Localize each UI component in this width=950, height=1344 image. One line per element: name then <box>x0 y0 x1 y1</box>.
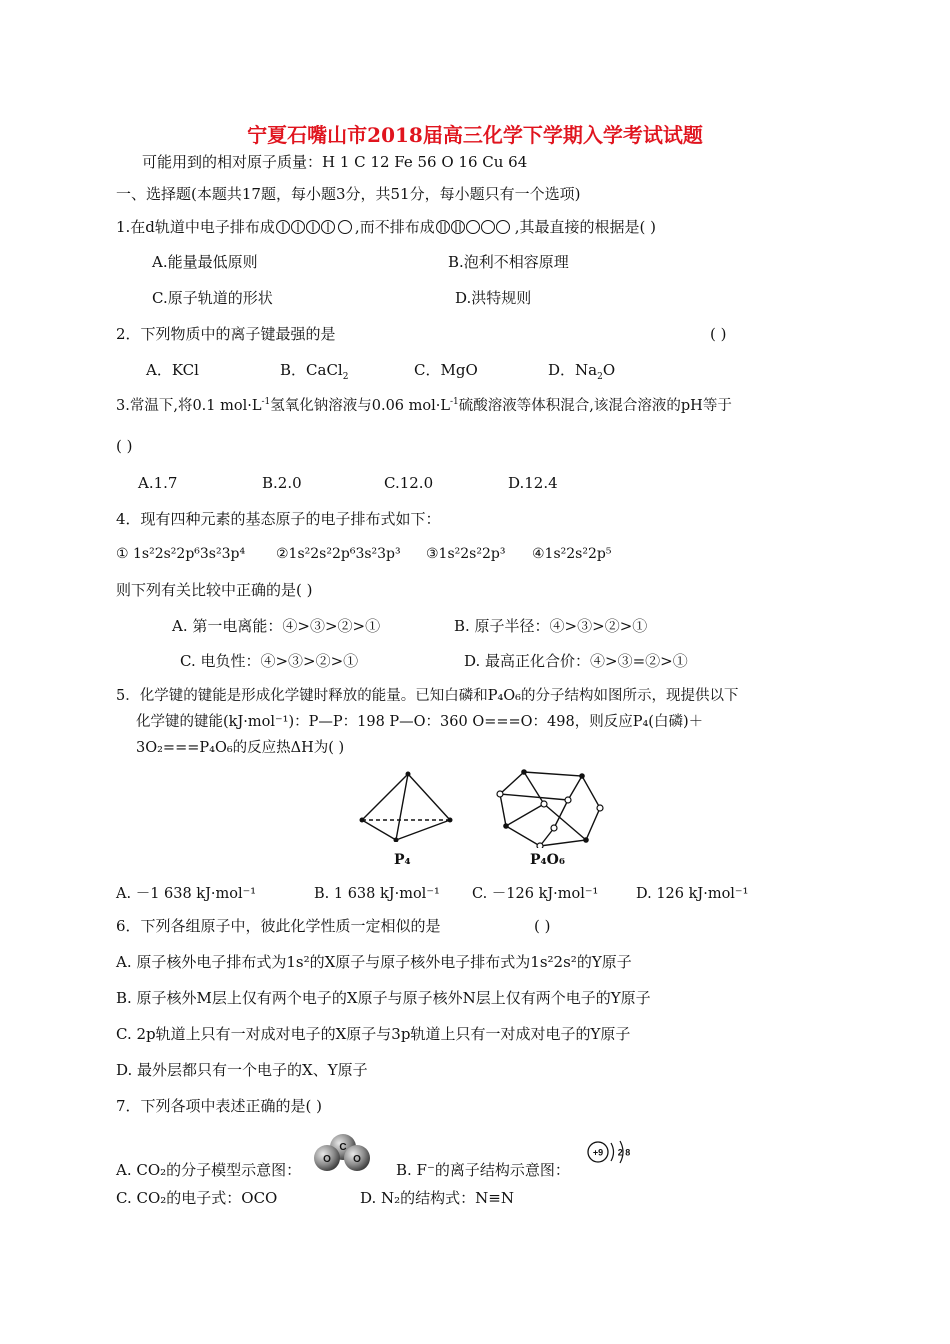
q6-option-c: C. 2p轨道上只有一对成对电子的X原子与3p轨道上只有一对成对电子的Y原子 <box>116 1025 631 1043</box>
q4-option-b: B. 原子半径：④>③>②>① <box>454 617 648 635</box>
q3-option-a: A.1.7 <box>138 474 178 492</box>
model-carbon-label: C <box>339 1142 347 1153</box>
q1-option-c: C.原子轨道的形状 <box>152 289 273 307</box>
q2-option-c: C．MgO <box>414 361 478 379</box>
co2-space-filling-model-icon <box>312 1132 374 1172</box>
q4-option-d: D. 最高正化合价：④>③=②>① <box>464 652 688 670</box>
question-5-line-2: 化学键的键能(kJ·mol⁻¹)：P—P：198 P—O：360 O===O：498，则反应P₄(白磷)＋ <box>136 714 704 730</box>
q3-answer-paren: ( ) <box>116 437 133 455</box>
atomic-masses-line: 可能用到的相对原子质量：H 1 C 12 Fe 56 O 16 Cu 64 <box>142 153 528 171</box>
p4o6-structure-figure <box>494 766 606 848</box>
question-7-stem: 7．下列各项中表述正确的是( ) <box>116 1097 323 1115</box>
ion-nucleus-charge: +9 <box>592 1147 604 1158</box>
q2-option-a: A．KCl <box>146 361 199 379</box>
q7-option-d: D. N₂的结构式：N≡N <box>360 1189 514 1207</box>
q2-option-b: B．CaCl$_2$ <box>280 361 349 382</box>
q6-option-d: D. 最外层都只有一个电子的X、Y原子 <box>116 1061 368 1079</box>
q7-option-b: B. F⁻的离子结构示意图： <box>396 1161 570 1179</box>
q4-config-2: ②1s²2s²2p⁶3s²3p³ <box>276 546 401 562</box>
orbital-diagram-wrong <box>435 219 515 235</box>
q4-config-4: ④1s²2s²2p⁵ <box>532 546 612 562</box>
model-oxygen-label-1: O <box>323 1154 331 1165</box>
model-oxygen-label-2: O <box>353 1154 361 1165</box>
q5-option-b: B. 1 638 kJ·mol⁻¹ <box>314 886 440 902</box>
q5-option-a: A. －1 638 kJ·mol⁻¹ <box>116 886 257 902</box>
question-1-stem: 1.在d轨道中电子排布成 ,而不排布成 ,其最直接的根据是( ) <box>116 218 656 236</box>
q1-option-a: A.能量最低原则 <box>152 253 258 271</box>
p4-label: P₄ <box>394 852 411 868</box>
q6-option-a: A. 原子核外电子排布式为1s²的X原子与原子核外电子排布式为1s²2s²的Y原子 <box>116 953 632 971</box>
question-6-stem: 6．下列各组原子中，彼此化学性质一定相似的是 <box>116 917 441 935</box>
q4-config-3: ③1s²2s²2p³ <box>426 546 506 562</box>
question-5-line-3: 3O₂===P₄O₆的反应热ΔH为( ) <box>136 740 345 756</box>
q4-config-1: ① 1s²2s²2p⁶3s²3p⁴ <box>116 546 246 562</box>
q1-option-b: B.泡利不相容原理 <box>448 253 569 271</box>
q4-ask: 则下列有关比较中正确的是( ) <box>116 581 313 599</box>
page-title: 宁夏石嘴山市2018届高三化学下学期入学考试试题 <box>247 123 703 147</box>
question-4-stem: 4．现有四种元素的基态原子的电子排布式如下： <box>116 510 441 528</box>
q3-option-b: B.2.0 <box>262 474 302 492</box>
q4-option-c: C. 电负性：④>③>②>① <box>180 652 359 670</box>
q4-option-a: A. 第一电离能：④>③>②>① <box>172 617 381 635</box>
question-3-stem: 3.常温下,将0.1 $mol\cdot L^{-1}$氢氧化钠溶液与0.06 $mol\cdot L^{-1}$硫酸溶液等体积混合,该混合溶液的pH等于 <box>116 397 732 414</box>
q5-option-c: C. －126 kJ·mol⁻¹ <box>472 886 599 902</box>
p4o6-label: P₄O₆ <box>530 852 565 868</box>
question-5-line-1: 5．化学键的键能是形成化学键时释放的能量。已知白磷和P₄O₆的分子结构如图所示，现提供以下 <box>116 688 739 704</box>
ion-shell-electrons: 2 8 <box>617 1147 631 1158</box>
q2-option-d: D．$Na_2O$ <box>548 361 616 382</box>
q1-option-d: D.洪特规则 <box>455 289 532 307</box>
q5-option-d: D. 126 kJ·mol⁻¹ <box>636 886 749 902</box>
orbital-diagram-correct <box>275 219 355 235</box>
q6-answer-paren: ( ) <box>534 917 551 935</box>
question-2-stem: 2．下列物质中的离子键最强的是 <box>116 325 336 343</box>
q3-option-c: C.12.0 <box>384 474 434 492</box>
q6-option-b: B. 原子核外M层上仅有两个电子的X原子与原子核外N层上仅有两个电子的Y原子 <box>116 989 651 1007</box>
fluoride-ion-structure-icon <box>586 1138 636 1166</box>
p4-tetrahedron-figure <box>356 770 456 842</box>
section-heading: 一、选择题(本题共17题，每小题3分，共51分，每小题只有一个选项) <box>116 185 581 203</box>
q7-option-c: C. CO₂的电子式：OCO <box>116 1189 278 1207</box>
q3-option-d: D.12.4 <box>508 474 558 492</box>
q2-answer-paren: ( ) <box>710 325 727 343</box>
q7-option-a: A. CO₂的分子模型示意图： <box>116 1161 302 1179</box>
